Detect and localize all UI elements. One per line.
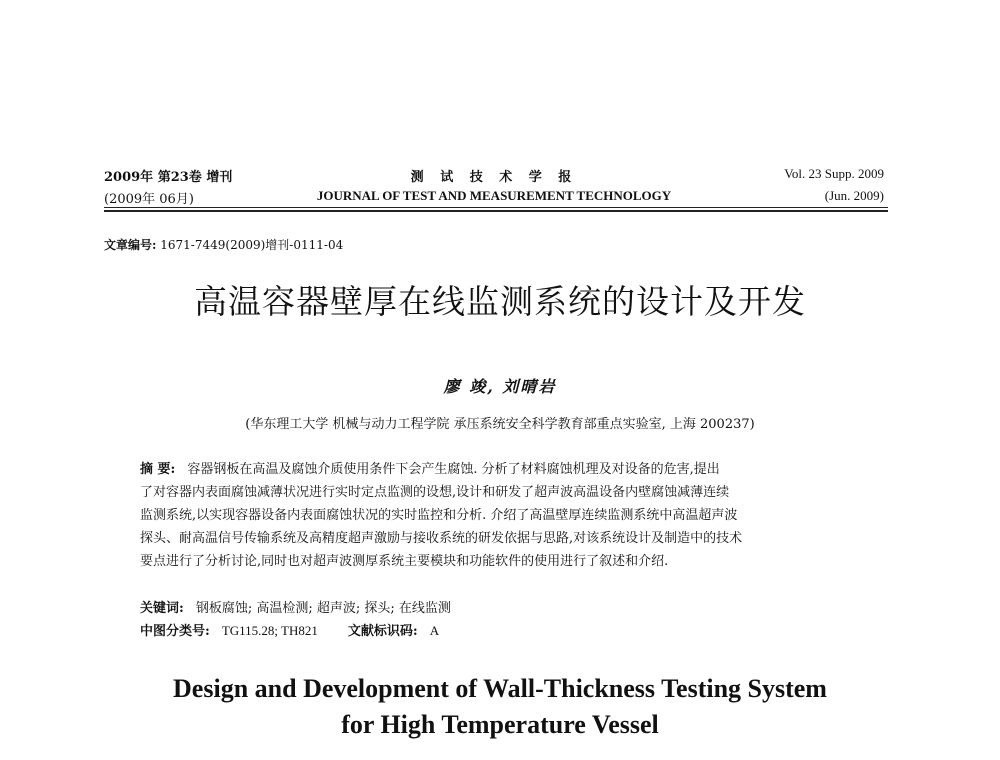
header-row-top xyxy=(104,166,884,188)
affiliation: (华东理工大学 机械与动力工程学院 承压系统安全科学教育部重点实验室, 上海 200237) xyxy=(245,417,755,432)
paper-title-en-line-2: for High Temperature Vessel xyxy=(341,710,659,739)
header-rule-thick xyxy=(104,210,888,212)
date-cn: (2009年 06月) xyxy=(104,192,194,207)
article-number xyxy=(104,236,343,253)
abstract-line-3: 监测系统,以实现容器设备内表面腐蚀状况的实时监控和分析. 介绍了高温壁厚连续监测系统中高温超声波 xyxy=(140,508,738,523)
authors: 廖 竣, 刘晴岩 xyxy=(443,377,557,396)
article-number-label: 文章编号: xyxy=(104,238,157,252)
doc-code-value: A xyxy=(429,623,440,638)
date-en: (Jun. 2009) xyxy=(824,188,884,203)
abstract xyxy=(140,458,858,573)
journal-title-en: JOURNAL OF TEST AND MEASUREMENT TECHNOLOGY xyxy=(316,188,672,203)
paper-title-cn: 高温容器壁厚在线监测系统的设计及开发 xyxy=(194,282,806,321)
volume-en: Vol. 23 Supp. 2009 xyxy=(784,166,884,181)
paper-title-en-line-1: Design and Development of Wall-Thickness Testing System xyxy=(173,674,827,703)
abstract-line-4: 探头、耐高温信号传输系统及高精度超声激励与接收系统的研发依据与思路,对该系统设计及制造中的技术 xyxy=(140,531,743,546)
class-number-value: TG115.28; TH821 xyxy=(221,623,318,638)
journal-title-cn: 测 试 技 术 学 报 xyxy=(410,170,578,185)
abstract-line-1 xyxy=(140,458,858,481)
abstract-line-2: 了对容器内表面腐蚀减薄状况进行实时定点监测的设想,设计和研发了超声波高温设备内壁腐蚀减薄连续 xyxy=(140,485,730,500)
header-rule-thin xyxy=(104,207,888,208)
abstract-text-1: 容器钢板在高温及腐蚀介质使用条件下会产生腐蚀. 分析了材料腐蚀机理及对设备的危害,提出 xyxy=(187,462,720,477)
classification-row xyxy=(140,620,439,639)
keywords-label: 关键词: xyxy=(140,601,184,616)
doc-code-label: 文献标识码: xyxy=(347,624,418,639)
keywords xyxy=(140,597,451,616)
abstract-label: 摘 要: xyxy=(140,462,176,477)
keywords-value: 钢板腐蚀; 高温检测; 超声波; 探头; 在线监测 xyxy=(195,601,451,616)
abstract-line-5: 要点进行了分析讨论,同时也对超声波测厚系统主要模块和功能软件的使用进行了叙述和介绍. xyxy=(140,554,669,569)
class-number-label: 中图分类号: xyxy=(140,624,210,639)
issue-cn: 2009年 第23卷 增刊 xyxy=(104,170,233,185)
article-number-value: 1671-7449(2009)增刊-0111-04 xyxy=(160,238,344,252)
